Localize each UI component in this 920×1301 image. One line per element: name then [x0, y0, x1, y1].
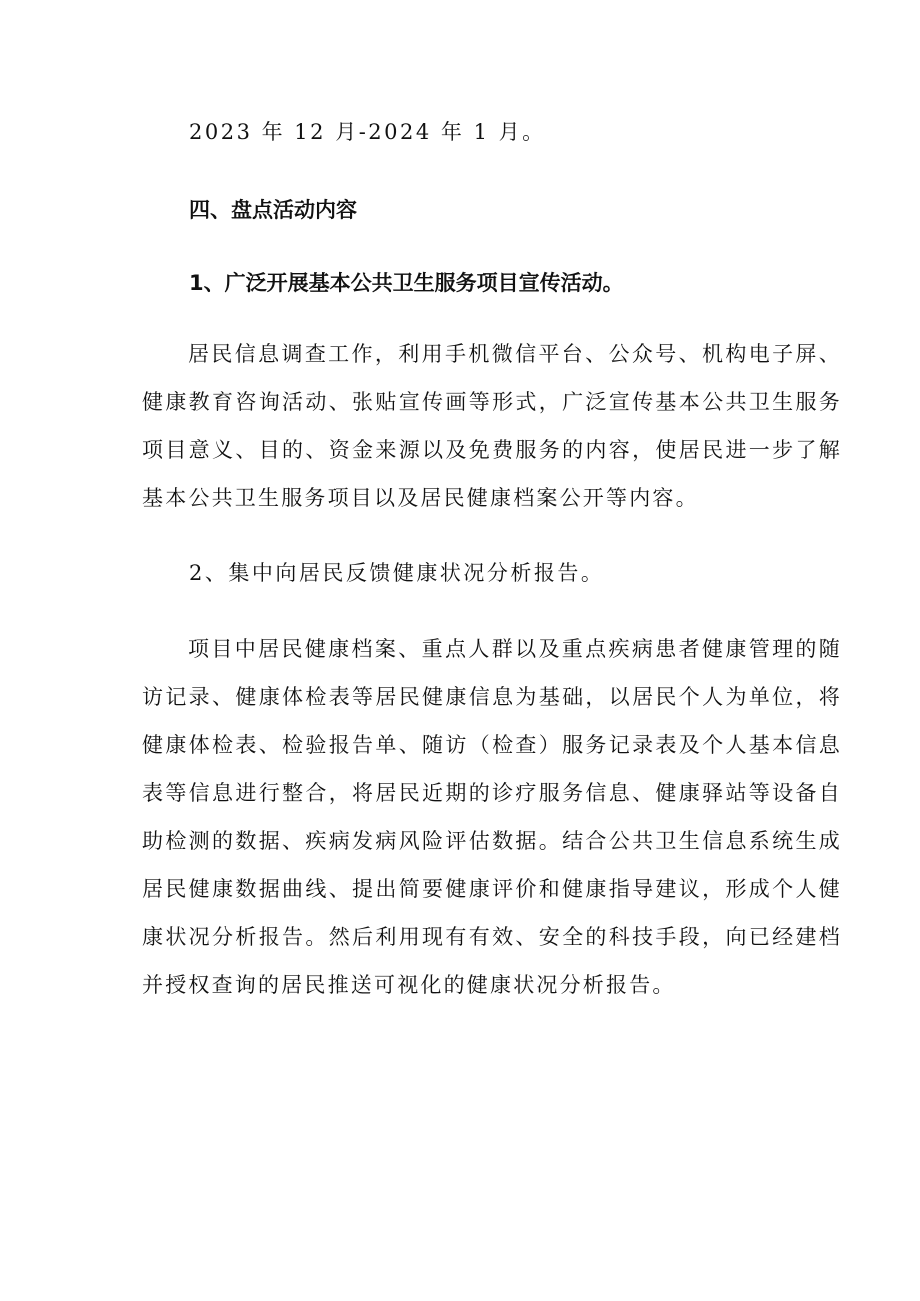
- period-line: 2023 年 12 月-2024 年 1 月。: [189, 120, 546, 144]
- item2-body: 项目中居民健康档案、重点人群以及重点疾病患者健康管理的随访记录、健康体检表等居民健康信息为基础，以居民个人为单位，将健康体检表、检验报告单、随访（检查）服务记录表及个人基本信息表等信息进行整合，将居民近期的诊疗服务信息、健康驿站等设备自助检测的数据、疾病发病风险评估数据。结合公共卫生信息系统生成居民健康数据曲线、提出简要健康评价和健康指导建议，形成个人健康状况分析报告。然后利用现有有效、安全的科技手段，向已经建档并授权查询的居民推送可视化的健康状况分析报告。: [142, 637, 842, 997]
- section-four-title: 四、盘点活动内容: [189, 198, 357, 222]
- item1-body: 居民信息调查工作，利用手机微信平台、公众号、机构电子屏、健康教育咨询活动、张贴宣传画等形式，广泛宣传基本公共卫生服务项目意义、目的、资金来源以及免费服务的内容，使居民进一步了解基本公共卫生服务项目以及居民健康档案公开等内容。: [142, 342, 842, 510]
- item2-title: 2、集中向居民反馈健康状况分析报告。: [189, 561, 605, 585]
- item1-title: 1、广泛开展基本公共卫生服务项目宣传活动。: [189, 271, 624, 295]
